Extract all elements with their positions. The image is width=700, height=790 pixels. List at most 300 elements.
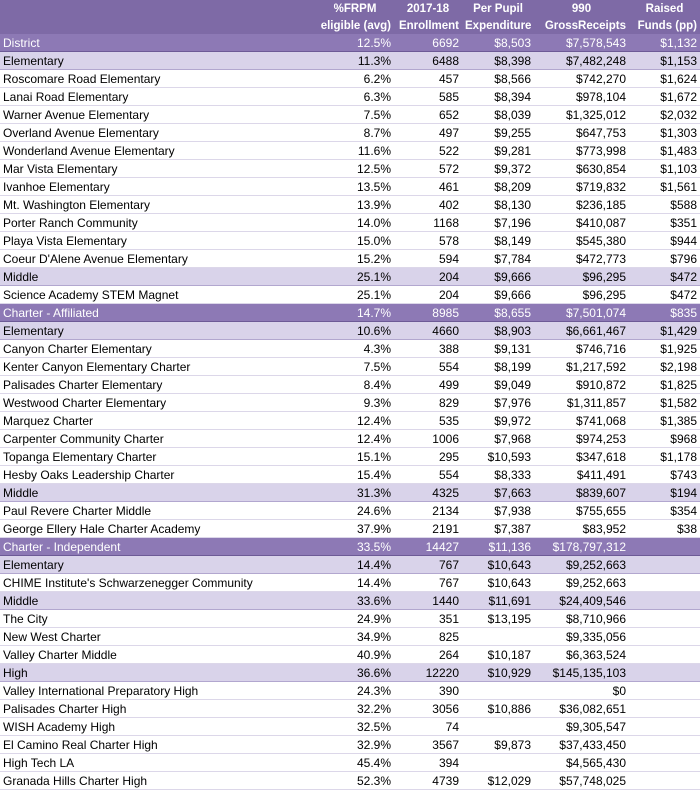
frpm-cell: 12.4% [316,430,394,448]
enrollment-cell: 499 [394,376,462,394]
gross-receipts-cell: $719,832 [534,178,629,196]
gross-receipts-cell: $24,409,546 [534,592,629,610]
table-body [0,34,700,790]
gross-receipts-cell: $411,491 [534,466,629,484]
raised-funds-cell [629,664,700,682]
enrollment-cell: 1168 [394,214,462,232]
raised-funds-cell [629,700,700,718]
group-row [0,538,700,556]
enrollment-cell: 767 [394,574,462,592]
enrollment-cell: 295 [394,448,462,466]
raised-funds-cell: $968 [629,430,700,448]
school-row [0,358,700,376]
expenditure-cell: $11,136 [462,538,534,556]
school-row [0,376,700,394]
gross-receipts-cell: $145,135,103 [534,664,629,682]
name-cell: High [0,664,316,682]
gross-receipts-cell: $1,217,592 [534,358,629,376]
frpm-cell: 11.6% [316,142,394,160]
expenditure-cell: $7,976 [462,394,534,412]
expenditure-cell [462,628,534,646]
raised-funds-cell: $1,561 [629,178,700,196]
raised-funds-cell: $1,429 [629,322,700,340]
gross-receipts-cell: $410,087 [534,214,629,232]
raised-funds-cell [629,610,700,628]
frpm-cell: 8.7% [316,124,394,142]
name-cell: Hesby Oaks Leadership Charter [0,466,316,484]
frpm-cell: 31.3% [316,484,394,502]
gross-receipts-cell: $755,655 [534,502,629,520]
frpm-cell: 4.3% [316,340,394,358]
gross-receipts-cell: $8,710,966 [534,610,629,628]
gross-receipts-cell: $839,607 [534,484,629,502]
expenditure-cell [462,682,534,700]
enrollment-cell: 402 [394,196,462,214]
name-cell: Canyon Charter Elementary [0,340,316,358]
gross-receipts-cell: $347,618 [534,448,629,466]
school-row [0,214,700,232]
gross-receipts-cell: $7,482,248 [534,52,629,70]
name-cell: High Tech LA [0,754,316,772]
header-frpm-bottom: eligible (avg) [316,17,394,34]
raised-funds-cell: $1,825 [629,376,700,394]
raised-funds-cell: $1,925 [629,340,700,358]
expenditure-cell: $8,039 [462,106,534,124]
name-cell: New West Charter [0,628,316,646]
gross-receipts-cell: $236,185 [534,196,629,214]
gross-receipts-cell: $545,380 [534,232,629,250]
expenditure-cell: $9,972 [462,412,534,430]
school-row [0,772,700,790]
gross-receipts-cell: $6,363,524 [534,646,629,664]
school-row [0,88,700,106]
gross-receipts-cell: $83,952 [534,520,629,538]
gross-receipts-cell: $9,335,056 [534,628,629,646]
name-cell: Wonderland Avenue Elementary [0,142,316,160]
name-cell: Charter - Independent [0,538,316,556]
name-cell: Ivanhoe Elementary [0,178,316,196]
enrollment-cell: 522 [394,142,462,160]
frpm-cell: 13.5% [316,178,394,196]
expenditure-cell: $7,663 [462,484,534,502]
expenditure-cell: $8,149 [462,232,534,250]
frpm-cell: 12.5% [316,160,394,178]
school-row [0,124,700,142]
frpm-cell: 7.5% [316,358,394,376]
school-row [0,196,700,214]
expenditure-cell: $9,873 [462,736,534,754]
frpm-cell: 12.5% [316,34,394,52]
frpm-cell: 37.9% [316,520,394,538]
raised-funds-cell: $1,132 [629,34,700,52]
enrollment-cell: 2134 [394,502,462,520]
name-cell: Playa Vista Elementary [0,232,316,250]
raised-funds-cell: $1,178 [629,448,700,466]
frpm-cell: 8.4% [316,376,394,394]
raised-funds-cell: $1,582 [629,394,700,412]
subgroup-row [0,268,700,286]
expenditure-cell: $8,503 [462,34,534,52]
expenditure-cell: $8,655 [462,304,534,322]
gross-receipts-cell: $978,104 [534,88,629,106]
gross-receipts-cell: $1,325,012 [534,106,629,124]
header-gross-top: 990 [534,0,629,17]
gross-receipts-cell: $1,311,857 [534,394,629,412]
frpm-cell: 32.5% [316,718,394,736]
raised-funds-cell [629,754,700,772]
expenditure-cell [462,754,534,772]
gross-receipts-cell: $746,716 [534,340,629,358]
enrollment-cell: 535 [394,412,462,430]
enrollment-cell: 4660 [394,322,462,340]
school-row [0,340,700,358]
expenditure-cell: $9,131 [462,340,534,358]
frpm-cell: 36.6% [316,664,394,682]
gross-receipts-cell: $57,748,025 [534,772,629,790]
frpm-cell: 33.5% [316,538,394,556]
header-raised-top: Raised [629,0,700,17]
raised-funds-cell [629,628,700,646]
subgroup-row [0,322,700,340]
frpm-cell: 7.5% [316,106,394,124]
expenditure-cell: $7,968 [462,430,534,448]
raised-funds-cell: $1,483 [629,142,700,160]
enrollment-cell: 12220 [394,664,462,682]
gross-receipts-cell: $37,433,450 [534,736,629,754]
subgroup-row [0,52,700,70]
enrollment-cell: 351 [394,610,462,628]
header-enrollment-top: 2017-18 [394,0,462,17]
enrollment-cell: 585 [394,88,462,106]
gross-receipts-cell: $9,252,663 [534,556,629,574]
gross-receipts-cell: $96,295 [534,268,629,286]
gross-receipts-cell: $741,068 [534,412,629,430]
expenditure-cell: $8,130 [462,196,534,214]
gross-receipts-cell: $7,501,074 [534,304,629,322]
school-row [0,142,700,160]
school-row [0,574,700,592]
frpm-cell: 24.9% [316,610,394,628]
frpm-cell: 32.2% [316,700,394,718]
enrollment-cell: 4739 [394,772,462,790]
name-cell: Porter Ranch Community [0,214,316,232]
enrollment-cell: 461 [394,178,462,196]
frpm-cell: 32.9% [316,736,394,754]
expenditure-cell: $11,691 [462,592,534,610]
subgroup-row [0,592,700,610]
name-cell: Roscomare Road Elementary [0,70,316,88]
name-cell: Palisades Charter Elementary [0,376,316,394]
school-row [0,610,700,628]
expenditure-cell: $10,886 [462,700,534,718]
name-cell: Kenter Canyon Elementary Charter [0,358,316,376]
gross-receipts-cell: $773,998 [534,142,629,160]
expenditure-cell [462,718,534,736]
enrollment-cell: 825 [394,628,462,646]
enrollment-cell: 4325 [394,484,462,502]
frpm-cell: 12.4% [316,412,394,430]
name-cell: Topanga Elementary Charter [0,448,316,466]
raised-funds-cell [629,538,700,556]
frpm-cell: 34.9% [316,628,394,646]
enrollment-cell: 594 [394,250,462,268]
school-row [0,160,700,178]
expenditure-cell: $7,784 [462,250,534,268]
raised-funds-cell: $1,303 [629,124,700,142]
raised-funds-cell [629,718,700,736]
gross-receipts-cell: $0 [534,682,629,700]
name-cell: Mt. Washington Elementary [0,196,316,214]
raised-funds-cell: $194 [629,484,700,502]
gross-receipts-cell: $742,270 [534,70,629,88]
header-gross-bottom: GrossReceipts [534,17,629,34]
gross-receipts-cell: $630,854 [534,160,629,178]
gross-receipts-cell: $9,305,547 [534,718,629,736]
frpm-cell: 14.4% [316,574,394,592]
expenditure-cell: $10,929 [462,664,534,682]
school-row [0,682,700,700]
name-cell: Middle [0,592,316,610]
expenditure-cell: $13,195 [462,610,534,628]
expenditure-cell: $8,209 [462,178,534,196]
frpm-cell: 10.6% [316,322,394,340]
frpm-cell: 25.1% [316,268,394,286]
school-row [0,700,700,718]
name-cell: Paul Revere Charter Middle [0,502,316,520]
subgroup-row [0,664,700,682]
frpm-cell: 15.2% [316,250,394,268]
raised-funds-cell: $743 [629,466,700,484]
subgroup-row [0,556,700,574]
enrollment-cell: 767 [394,556,462,574]
enrollment-cell: 578 [394,232,462,250]
raised-funds-cell: $1,103 [629,160,700,178]
gross-receipts-cell: $7,578,543 [534,34,629,52]
school-row [0,628,700,646]
raised-funds-cell [629,646,700,664]
expenditure-cell: $10,593 [462,448,534,466]
school-row [0,286,700,304]
name-cell: The City [0,610,316,628]
frpm-cell: 33.6% [316,592,394,610]
gross-receipts-cell: $910,872 [534,376,629,394]
gross-receipts-cell: $647,753 [534,124,629,142]
school-row [0,106,700,124]
school-row [0,754,700,772]
raised-funds-cell: $2,032 [629,106,700,124]
expenditure-cell: $9,255 [462,124,534,142]
raised-funds-cell: $38 [629,520,700,538]
expenditure-cell: $8,199 [462,358,534,376]
name-cell: Overland Avenue Elementary [0,124,316,142]
expenditure-cell: $10,643 [462,556,534,574]
school-row [0,178,700,196]
expenditure-cell: $8,394 [462,88,534,106]
enrollment-cell: 14427 [394,538,462,556]
name-cell: Marquez Charter [0,412,316,430]
name-cell: George Ellery Hale Charter Academy [0,520,316,538]
raised-funds-cell [629,682,700,700]
frpm-cell: 14.0% [316,214,394,232]
name-cell: WISH Academy High [0,718,316,736]
frpm-cell: 9.3% [316,394,394,412]
raised-funds-cell: $835 [629,304,700,322]
enrollment-cell: 2191 [394,520,462,538]
frpm-cell: 24.3% [316,682,394,700]
group-row [0,34,700,52]
name-cell: Palisades Charter High [0,700,316,718]
gross-receipts-cell: $6,661,467 [534,322,629,340]
enrollment-cell: 3056 [394,700,462,718]
gross-receipts-cell: $178,797,312 [534,538,629,556]
expenditure-cell: $8,903 [462,322,534,340]
raised-funds-cell [629,574,700,592]
enrollment-cell: 6692 [394,34,462,52]
enrollment-cell: 204 [394,286,462,304]
enrollment-cell: 8985 [394,304,462,322]
enrollment-cell: 1440 [394,592,462,610]
enrollment-cell: 572 [394,160,462,178]
name-cell: Coeur D'Alene Avenue Elementary [0,250,316,268]
header-row-bottom [0,17,700,34]
header-name-cell-2 [0,17,316,34]
raised-funds-cell: $1,153 [629,52,700,70]
enrollment-cell: 829 [394,394,462,412]
expenditure-cell: $8,398 [462,52,534,70]
raised-funds-cell [629,736,700,754]
name-cell: Valley International Preparatory High [0,682,316,700]
frpm-cell: 13.9% [316,196,394,214]
enrollment-cell: 554 [394,466,462,484]
school-row [0,232,700,250]
frpm-cell: 11.3% [316,52,394,70]
name-cell: Lanai Road Elementary [0,88,316,106]
raised-funds-cell: $1,672 [629,88,700,106]
name-cell: CHIME Institute's Schwarzenegger Community [0,574,316,592]
enrollment-cell: 6488 [394,52,462,70]
group-row [0,304,700,322]
expenditure-cell: $10,187 [462,646,534,664]
expenditure-cell: $9,666 [462,268,534,286]
expenditure-cell: $9,372 [462,160,534,178]
raised-funds-cell: $472 [629,286,700,304]
header-ppe-bottom: Expenditure [462,17,534,34]
frpm-cell: 25.1% [316,286,394,304]
expenditure-cell: $7,196 [462,214,534,232]
school-row [0,646,700,664]
raised-funds-cell: $1,385 [629,412,700,430]
school-row [0,448,700,466]
name-cell: District [0,34,316,52]
frpm-cell: 40.9% [316,646,394,664]
expenditure-cell: $8,333 [462,466,534,484]
school-row [0,70,700,88]
raised-funds-cell: $351 [629,214,700,232]
school-row [0,412,700,430]
name-cell: Valley Charter Middle [0,646,316,664]
enrollment-cell: 1006 [394,430,462,448]
name-cell: Elementary [0,322,316,340]
enrollment-cell: 457 [394,70,462,88]
header-row-top [0,0,700,17]
gross-receipts-cell: $974,253 [534,430,629,448]
enrollment-cell: 388 [394,340,462,358]
enrollment-cell: 264 [394,646,462,664]
school-row [0,520,700,538]
name-cell: Charter - Affiliated [0,304,316,322]
frpm-cell: 15.1% [316,448,394,466]
name-cell: Middle [0,268,316,286]
frpm-cell: 6.3% [316,88,394,106]
frpm-cell: 6.2% [316,70,394,88]
raised-funds-cell [629,592,700,610]
subgroup-row [0,484,700,502]
enrollment-cell: 554 [394,358,462,376]
name-cell: El Camino Real Charter High [0,736,316,754]
frpm-cell: 52.3% [316,772,394,790]
expenditure-cell: $10,643 [462,574,534,592]
name-cell: Mar Vista Elementary [0,160,316,178]
name-cell: Granada Hills Charter High [0,772,316,790]
raised-funds-cell: $1,624 [629,70,700,88]
expenditure-cell: $9,281 [462,142,534,160]
name-cell: Science Academy STEM Magnet [0,286,316,304]
gross-receipts-cell: $96,295 [534,286,629,304]
gross-receipts-cell: $472,773 [534,250,629,268]
raised-funds-cell: $472 [629,268,700,286]
enrollment-cell: 3567 [394,736,462,754]
enrollment-cell: 652 [394,106,462,124]
frpm-cell: 15.0% [316,232,394,250]
frpm-cell: 15.4% [316,466,394,484]
header-frpm-top: %FRPM [316,0,394,17]
expenditure-cell: $9,049 [462,376,534,394]
raised-funds-cell: $588 [629,196,700,214]
name-cell: Elementary [0,52,316,70]
expenditure-cell: $7,938 [462,502,534,520]
header-ppe-top: Per Pupil [462,0,534,17]
school-row [0,394,700,412]
frpm-cell: 14.4% [316,556,394,574]
gross-receipts-cell: $9,252,663 [534,574,629,592]
frpm-cell: 45.4% [316,754,394,772]
raised-funds-cell [629,556,700,574]
name-cell: Carpenter Community Charter [0,430,316,448]
frpm-cell: 14.7% [316,304,394,322]
enrollment-cell: 390 [394,682,462,700]
school-row [0,466,700,484]
name-cell: Middle [0,484,316,502]
school-row [0,250,700,268]
name-cell: Westwood Charter Elementary [0,394,316,412]
raised-funds-cell: $2,198 [629,358,700,376]
raised-funds-cell [629,772,700,790]
raised-funds-cell: $796 [629,250,700,268]
expenditure-cell: $7,387 [462,520,534,538]
gross-receipts-cell: $36,082,651 [534,700,629,718]
expenditure-cell: $9,666 [462,286,534,304]
school-row [0,718,700,736]
school-row [0,430,700,448]
enrollment-cell: 204 [394,268,462,286]
enrollment-cell: 74 [394,718,462,736]
header-enrollment-bottom: Enrollment [394,17,462,34]
raised-funds-cell: $354 [629,502,700,520]
school-row [0,736,700,754]
name-cell: Elementary [0,556,316,574]
school-row [0,502,700,520]
frpm-cell: 24.6% [316,502,394,520]
